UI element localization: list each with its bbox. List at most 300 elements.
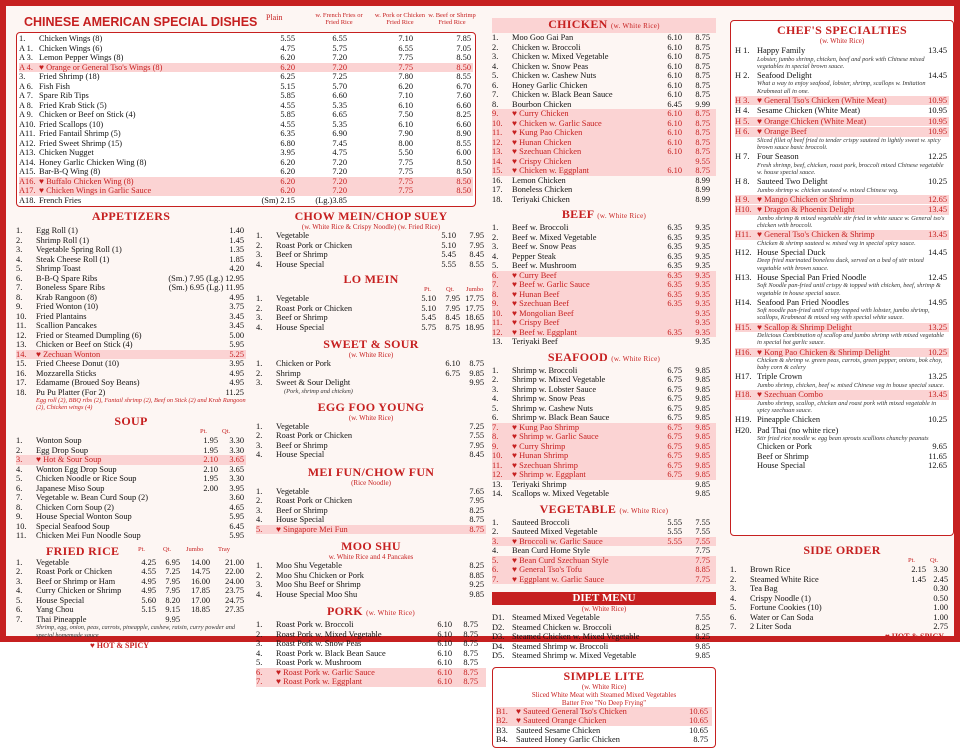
cad-price: 6.35 [280, 129, 295, 138]
cad-row [19, 63, 473, 73]
seafood-row [492, 394, 716, 404]
chef-row [735, 323, 949, 333]
vegetable-list [492, 518, 716, 585]
simple-lite-name: Sauteed Honey Garlic Chicken [516, 735, 620, 744]
mei-fun-price: 7.95 [469, 496, 484, 506]
chow-mein-name: Vegetable [276, 231, 310, 240]
fried-rice-price: 8.20 [165, 595, 180, 605]
chef-price: 12.65 [928, 194, 947, 204]
chef-number: H19. [735, 415, 752, 425]
simple-lite-list [496, 707, 712, 745]
pupu-note: Egg roll (2), BBQ ribs (2), Fantail shrimp (2), Beef on Stick (2) and Krab Rangoon (2), Chicken wings (4) [36, 397, 246, 412]
chef-row [735, 348, 949, 358]
appetizer-row [16, 359, 246, 369]
chef-number: H13. [735, 272, 752, 282]
cad-price: 5.35 [332, 100, 347, 110]
fried-rice-name: Roast Pork or Chicken [36, 567, 113, 577]
chicken-row [492, 176, 716, 186]
soup-name: Chicken Mei Fun Noodle Soup [36, 531, 141, 541]
side-order-row [730, 575, 954, 585]
appetizer-number: 9. [16, 302, 23, 311]
beef-price: 6.35 [667, 289, 682, 299]
side-order-number: 6. [730, 612, 737, 622]
seafood-row [492, 470, 716, 480]
fried-rice-price: 7.95 [165, 576, 180, 586]
cad-name: ♥ Orange or General Tso's Wings (8) [39, 62, 163, 72]
diet-menu-list [492, 613, 716, 661]
beef-number: 12. [492, 327, 503, 337]
lo-mein-price: 7.95 [445, 294, 460, 303]
beef-row [492, 299, 716, 309]
chicken-price: 6.10 [667, 33, 682, 42]
appetizer-name: Mozzarella Sticks [36, 368, 97, 378]
chef-sub: (w. White Rice) [819, 37, 865, 45]
lo-mein-price: 7.95 [445, 303, 460, 313]
seafood-name: Shrimp w. Black Bean Sauce [512, 413, 610, 422]
pad-thai-price: 11.65 [928, 451, 947, 461]
pad-thai-row [735, 442, 949, 452]
seafood-row [492, 375, 716, 385]
vegetable-price: 7.75 [695, 555, 710, 565]
chef-row [735, 117, 949, 127]
seafood-number: 7. [492, 422, 499, 432]
chow-mein-title: CHOW MEIN/CHOP SUEY [294, 209, 448, 223]
chef-price: 14.95 [928, 297, 947, 307]
cad-price: 6.20 [280, 176, 295, 186]
fried-rice-name: Curry Chicken or Shrimp [36, 586, 122, 596]
soup-number: 3. [16, 455, 23, 465]
appetizer-price: 11.25 [225, 387, 244, 397]
fried-rice-price: 5.15 [141, 605, 156, 615]
lo-mein-price: 5.75 [421, 322, 436, 332]
lo-mein-number: 2. [256, 303, 263, 313]
diet-price: 7.55 [695, 613, 710, 622]
sweet-sour-number: 2. [256, 368, 263, 378]
cad-price: 8.50 [456, 62, 471, 72]
chef-description: Jumbo shrimp, chicken, beef w. mixed Chinese veg in house special sauce. [757, 381, 945, 389]
diet-name: Steamed Chicken w. Mixed Vegetable [512, 632, 640, 641]
egg-foo-young-sub: (w. White Rice) [348, 413, 394, 422]
side-order-row [730, 565, 954, 575]
chicken-row [492, 90, 716, 100]
chow-mein-row [256, 250, 486, 260]
chef-price: 13.25 [928, 372, 947, 382]
cad-price: 7.50 [398, 110, 413, 119]
chef-name: ♥ Scallop & Shrimp Delight [757, 322, 852, 332]
appetizer-number: 8. [16, 292, 23, 302]
soup-number: 4. [16, 464, 23, 474]
cad-row [19, 53, 473, 63]
diet-row [492, 651, 716, 661]
cad-name: Fried Sweet Shrimp (15) [39, 138, 123, 148]
moo-shu-number: 4. [256, 589, 263, 599]
diet-price: 9.85 [695, 641, 710, 651]
beef-name: ♥ Beef w. Eggplant [512, 327, 577, 337]
chef-row [735, 46, 949, 56]
seafood-price: 9.85 [695, 460, 710, 470]
chef-description: Delicious Combination of scallop and jumbo shrimp with mixed vegetable in special hot garlic sauce. [757, 332, 944, 347]
seafood-name: Shrimp w. Broccoli [512, 365, 578, 375]
soup-name: Wonton Egg Drop Soup [36, 464, 117, 474]
vegetable-number: 4. [492, 546, 499, 555]
chow-mein-sub: (w. White Rice & Crispy Noodle) (w. Fried Rice) [301, 223, 441, 231]
lo-mein-name: Beef or Shrimp [276, 313, 328, 322]
fried-rice-number: 7. [16, 614, 23, 624]
side-order-name: Brown Rice [750, 565, 791, 574]
diet-row [492, 613, 716, 623]
chicken-row [492, 166, 716, 176]
chef-row [735, 426, 949, 436]
side-order-row [730, 622, 954, 632]
vegetable-name: Sauteed Broccoli [512, 517, 570, 527]
chicken-price: 6.10 [667, 128, 682, 137]
chicken-name: Chicken w. Cashew Nuts [512, 71, 597, 80]
beef-number: 9. [492, 299, 499, 308]
chef-name: Happy Family [757, 46, 806, 55]
cad-number: A11. [19, 129, 36, 138]
fried-rice-name: Yang Chou [36, 605, 74, 615]
seafood-name: ♥ Curry Shrimp [512, 441, 566, 451]
diet-row [492, 632, 716, 642]
cad-price: 7.75 [398, 186, 413, 195]
pad-thai-name: House Special [757, 461, 806, 471]
diet-name: Steamed Shrimp w. Broccoli [512, 641, 609, 651]
soup-price: 3.65 [229, 464, 244, 474]
lo-mein-headers: Pt. Qt. Jumbo [424, 286, 484, 293]
simple-lite-name: ♥ Sauteed General Tso's Chicken [516, 706, 627, 716]
chef-description: Jumbo shrimp, scallop, chicken and roast pork with mixed vegetable in spicy szechuan sauce. [757, 399, 937, 414]
cad-number: A16. [19, 176, 36, 186]
chow-mein-price: 7.95 [469, 240, 484, 250]
diet-price: 9.85 [695, 651, 710, 660]
pork-name: ♥ Roast Pork w. Garlic Sauce [276, 667, 375, 677]
cad-price: 7.25 [332, 72, 347, 81]
cad-number: A 7. [19, 91, 33, 100]
sweet-sour-row [256, 359, 486, 369]
sweet-sour-sub: (w. White Rice) [348, 351, 394, 359]
beef-price: 9.35 [695, 261, 710, 270]
cad-name: ♥ Chicken Wings in Garlic Sauce [39, 186, 152, 195]
mei-fun-row [256, 496, 486, 506]
chef-number: H 8. [735, 177, 750, 187]
pork-price: 8.75 [463, 658, 478, 668]
diet-menu-sub: (w. White Rice) [581, 605, 627, 613]
fried-rice-price: 22.00 [225, 567, 244, 577]
thai-pineapple-note: Shrimp, egg, onion, peas, carrots, pineapple, cashew, raisin, curry powder and special homemade sauce [36, 624, 236, 639]
lo-mein-price: 8.45 [445, 313, 460, 322]
moo-shu-row [256, 590, 486, 600]
fried-rice-row [16, 558, 246, 568]
chef-price: 10.95 [928, 116, 947, 126]
vegetable-name: Bean Curd Home Style [512, 546, 590, 555]
pork-number: 3. [256, 639, 263, 649]
cad-name: Bar-B-Q Wing (8) [39, 167, 101, 176]
fried-rice-price: 18.85 [191, 605, 210, 615]
chef-name: ♥ Orange Chicken (White Meat) [757, 116, 867, 126]
chicken-price: 8.99 [695, 175, 710, 185]
pad-thai-name: Chicken or Pork [757, 442, 812, 452]
chef-row [735, 248, 949, 258]
chicken-name: Lemon Chicken [512, 175, 566, 185]
cad-price: 6.25 [280, 72, 295, 81]
moo-shu-number: 2. [256, 570, 263, 580]
pork-price: 6.10 [437, 658, 452, 668]
chicken-price: 6.10 [667, 166, 682, 175]
chef-name: Seafood Pan Fried Noodles [757, 297, 849, 307]
simple-lite-price: 8.75 [693, 735, 708, 744]
soup-row [16, 436, 246, 446]
appetizer-price: 1.40 [229, 226, 244, 235]
cad-price: 7.60 [456, 91, 471, 100]
beef-price: 9.35 [695, 337, 710, 346]
appetizer-row [16, 274, 246, 284]
egg-foo-young-price: 8.45 [469, 450, 484, 460]
fried-rice-name: Beef or Shrimp or Ham [36, 576, 116, 586]
seafood-price: 6.75 [667, 432, 682, 441]
diet-price: 8.25 [695, 622, 710, 632]
cad-price: 8.50 [456, 53, 471, 62]
simple-lite-box [492, 667, 716, 748]
mei-fun-list [256, 487, 486, 535]
simple-lite-number: B1. [496, 706, 508, 716]
fried-rice-price: 9.15 [165, 605, 180, 615]
beef-name: ♥ Crispy Beef [512, 318, 560, 327]
beef-price: 9.35 [695, 299, 710, 308]
seafood-price: 6.75 [667, 375, 682, 384]
appetizer-number: 5. [16, 264, 23, 273]
seafood-number: 13. [492, 479, 503, 489]
cad-price: 5.15 [280, 81, 295, 91]
beef-price: 9.35 [695, 270, 710, 280]
appetizer-number: 17. [16, 378, 27, 387]
egg-foo-young-number: 4. [256, 450, 263, 460]
appetizer-price: 3.75 [229, 302, 244, 311]
chef-number: H15. [735, 322, 752, 332]
appetizer-name: Shrimp Roll (1) [36, 235, 90, 245]
beef-name: ♥ Mongolian Beef [512, 308, 574, 318]
chef-name: ♥ Orange Beef [757, 127, 807, 137]
mei-fun-number: 3. [256, 505, 263, 515]
soup-row [16, 512, 246, 522]
cad-price: 7.85 [456, 34, 471, 43]
soup-number: 7. [16, 493, 23, 503]
diet-price: 8.25 [695, 632, 710, 641]
chow-mein-number: 4. [256, 259, 263, 269]
appetizer-row [16, 350, 246, 360]
beef-number: 1. [492, 223, 499, 232]
chicken-price: 6.10 [667, 42, 682, 52]
chicken-price: 8.75 [695, 109, 710, 118]
chef-price: 10.95 [928, 106, 947, 116]
chicken-row [492, 185, 716, 195]
appetizer-row [16, 340, 246, 350]
chef-name: House Special Pan Fried Noodle [757, 272, 867, 282]
seafood-price: 9.85 [695, 422, 710, 432]
simple-lite-sub1: (w. White Rice) [581, 682, 627, 691]
left-subcolumn-a [16, 208, 246, 650]
chicken-list [492, 33, 716, 204]
soup-name: Special Seafood Soup [36, 521, 110, 531]
fried-rice-price: 17.00 [191, 595, 210, 605]
cad-price: 4.75 [332, 148, 347, 157]
chef-description: Fresh shrimp, beef, chicken, roast pork, broccoli mixed Chinese vegetable w. house special sauce. [757, 161, 944, 176]
mei-fun-name: House Special [276, 515, 325, 525]
chow-mein-price: 5.10 [441, 231, 456, 240]
mei-fun-name: Vegetable [276, 486, 310, 496]
diet-name: Steamed Mixed Vegetable [512, 613, 600, 622]
chicken-number: 4. [492, 61, 499, 71]
cad-price: (Lg.)3.85 [315, 195, 347, 205]
vegetable-number: 6. [492, 565, 499, 574]
sweet-sour-number: 3. [256, 378, 263, 387]
chef-number: H 4. [735, 106, 750, 116]
chef-price: 12.45 [928, 272, 947, 282]
chow-mein-row [256, 231, 486, 241]
chef-specialties-box [730, 20, 954, 536]
chef-description: Deep fried marinated boneless duck, served on a bed of stir mixed vegetable with brown sauce. [757, 257, 924, 272]
chicken-number: 1. [492, 33, 499, 42]
soup-price: 4.65 [229, 502, 244, 512]
egg-foo-young-number: 3. [256, 440, 263, 450]
chef-name: Sesame Chicken (White Meat) [757, 106, 861, 116]
simple-lite-title: SIMPLE LITE [563, 668, 645, 683]
chef-number: H17. [735, 372, 752, 382]
cad-price: 8.50 [456, 176, 471, 186]
seafood-row [492, 432, 716, 442]
fried-rice-price: 16.00 [191, 576, 210, 586]
cad-price: 6.70 [456, 81, 471, 91]
cad-price: 8.55 [456, 72, 471, 81]
chef-price: 10.25 [928, 347, 947, 357]
cad-name: ♥ Buffalo Chicken Wing (8) [39, 176, 134, 186]
appetizer-price: 3.45 [229, 311, 244, 321]
soup-number: 5. [16, 474, 23, 484]
side-order-list [730, 565, 954, 632]
chicken-row [492, 81, 716, 91]
beef-price: 6.35 [667, 299, 682, 308]
cad-name: Chicken Nugget [39, 148, 94, 157]
soup-name: ♥ Hot & Sour Soup [36, 455, 102, 465]
cad-number: A12. [19, 138, 36, 148]
cad-number: A10. [19, 119, 36, 129]
mei-fun-row [256, 487, 486, 497]
diet-number: D4. [492, 641, 505, 651]
beef-name: Beef w. Broccoli [512, 223, 569, 232]
chicken-price: 9.55 [695, 156, 710, 166]
fried-rice-price: 21.00 [225, 557, 244, 567]
fried-rice-price: 4.95 [141, 576, 156, 586]
chef-number: H 5. [735, 116, 750, 126]
mei-fun-title: MEI FUN/CHOW FUN [307, 464, 435, 479]
seafood-number: 6. [492, 413, 499, 422]
soup-number: 10. [16, 521, 27, 531]
cad-number: A18. [19, 195, 36, 205]
chef-name: ♥ Mango Chicken or Shrimp [757, 194, 854, 204]
chow-mein-name: House Special [276, 259, 325, 269]
pork-row [256, 677, 486, 687]
mei-fun-name: Roast Pork or Chicken [276, 496, 353, 506]
beef-price: 6.35 [667, 223, 682, 232]
appetizer-row [16, 264, 246, 274]
vegetable-row [492, 546, 716, 556]
diet-number: D3. [492, 632, 505, 641]
chef-row [735, 372, 949, 382]
pork-row [256, 649, 486, 659]
cad-price: 7.20 [332, 157, 347, 167]
cad-number: A 4. [19, 62, 33, 72]
chef-row [735, 177, 949, 187]
vegetable-price: 8.85 [695, 565, 710, 574]
side-order-price: 1.45 [911, 574, 926, 584]
fried-rice-row [16, 567, 246, 577]
appetizer-name: Fried or Steamed Dumpling (6) [36, 330, 142, 340]
soup-name: Chicken Noodle or Rice Soup [36, 474, 137, 484]
chicken-name: ♥ Curry Chicken [512, 109, 569, 118]
beef-row [492, 223, 716, 233]
cad-row [19, 158, 473, 168]
cad-number: A 3. [19, 53, 33, 62]
appetizer-price: 4.95 [229, 368, 244, 378]
side-order-price: 2.75 [933, 622, 948, 631]
fried-rice-name: House Special [36, 595, 85, 605]
side-order-price: 2.15 [911, 565, 926, 574]
chicken-number: 18. [492, 194, 503, 204]
seafood-name: ♥ Hunan Shrimp [512, 451, 569, 460]
chef-number: H 6. [735, 127, 750, 137]
chow-mein-price: 8.55 [469, 259, 484, 269]
fried-rice-price: 27.35 [225, 605, 244, 615]
side-order-price: 3.30 [933, 565, 948, 574]
seafood-number: 5. [492, 403, 499, 413]
appetizer-name: B-B-Q Spare Ribs [36, 273, 98, 283]
side-order-row [730, 613, 954, 623]
cad-row [19, 177, 473, 187]
chicken-name: Chicken w. Black Bean Sauce [512, 90, 613, 99]
pork-title: PORK (w. White Rice) [326, 604, 415, 619]
chef-number: H14. [735, 297, 752, 307]
vegetable-price: 7.55 [695, 527, 710, 536]
cad-col-beef: w. Beef or Shrimp Fried Rice [428, 12, 476, 26]
fried-rice-row [16, 615, 246, 625]
appetizer-name: ♥ Zechuan Wonton [36, 349, 101, 359]
seafood-price: 9.85 [695, 403, 710, 413]
seafood-row [492, 489, 716, 499]
chicken-name: ♥ Hunan Chicken [512, 137, 572, 147]
fried-rice-price: 17.85 [191, 586, 210, 596]
pork-row [256, 668, 486, 678]
sweet-sour-row [256, 378, 486, 388]
fried-rice-price: 24.00 [225, 576, 244, 586]
appetizer-row [16, 378, 246, 388]
right-column [730, 12, 954, 641]
pork-name: Roast Pork w. Black Bean Sauce [276, 648, 386, 658]
chicken-name: Honey Garlic Chicken [512, 80, 588, 90]
soup-number: 1. [16, 436, 23, 446]
vegetable-title: VEGETABLE (w. White Rice) [539, 501, 669, 516]
chef-name: Pineapple Chicken [757, 415, 821, 425]
chef-name: ♥ General Tso's Chicken (White Meat) [757, 95, 887, 105]
appetizer-price: 5.25 [229, 349, 244, 359]
simple-lite-name: ♥ Sauteed Orange Chicken [516, 716, 607, 725]
seafood-name: Scallops w. Mixed Vegetable [512, 489, 609, 498]
cad-row [19, 72, 473, 82]
simple-lite-price: 10.65 [689, 706, 708, 716]
lo-mein-row [256, 323, 486, 333]
soup-price: 3.30 [229, 474, 244, 484]
beef-name: Beef w. Snow Peas [512, 242, 577, 251]
chef-number: H 9. [735, 194, 750, 204]
beef-price: 6.35 [667, 232, 682, 242]
